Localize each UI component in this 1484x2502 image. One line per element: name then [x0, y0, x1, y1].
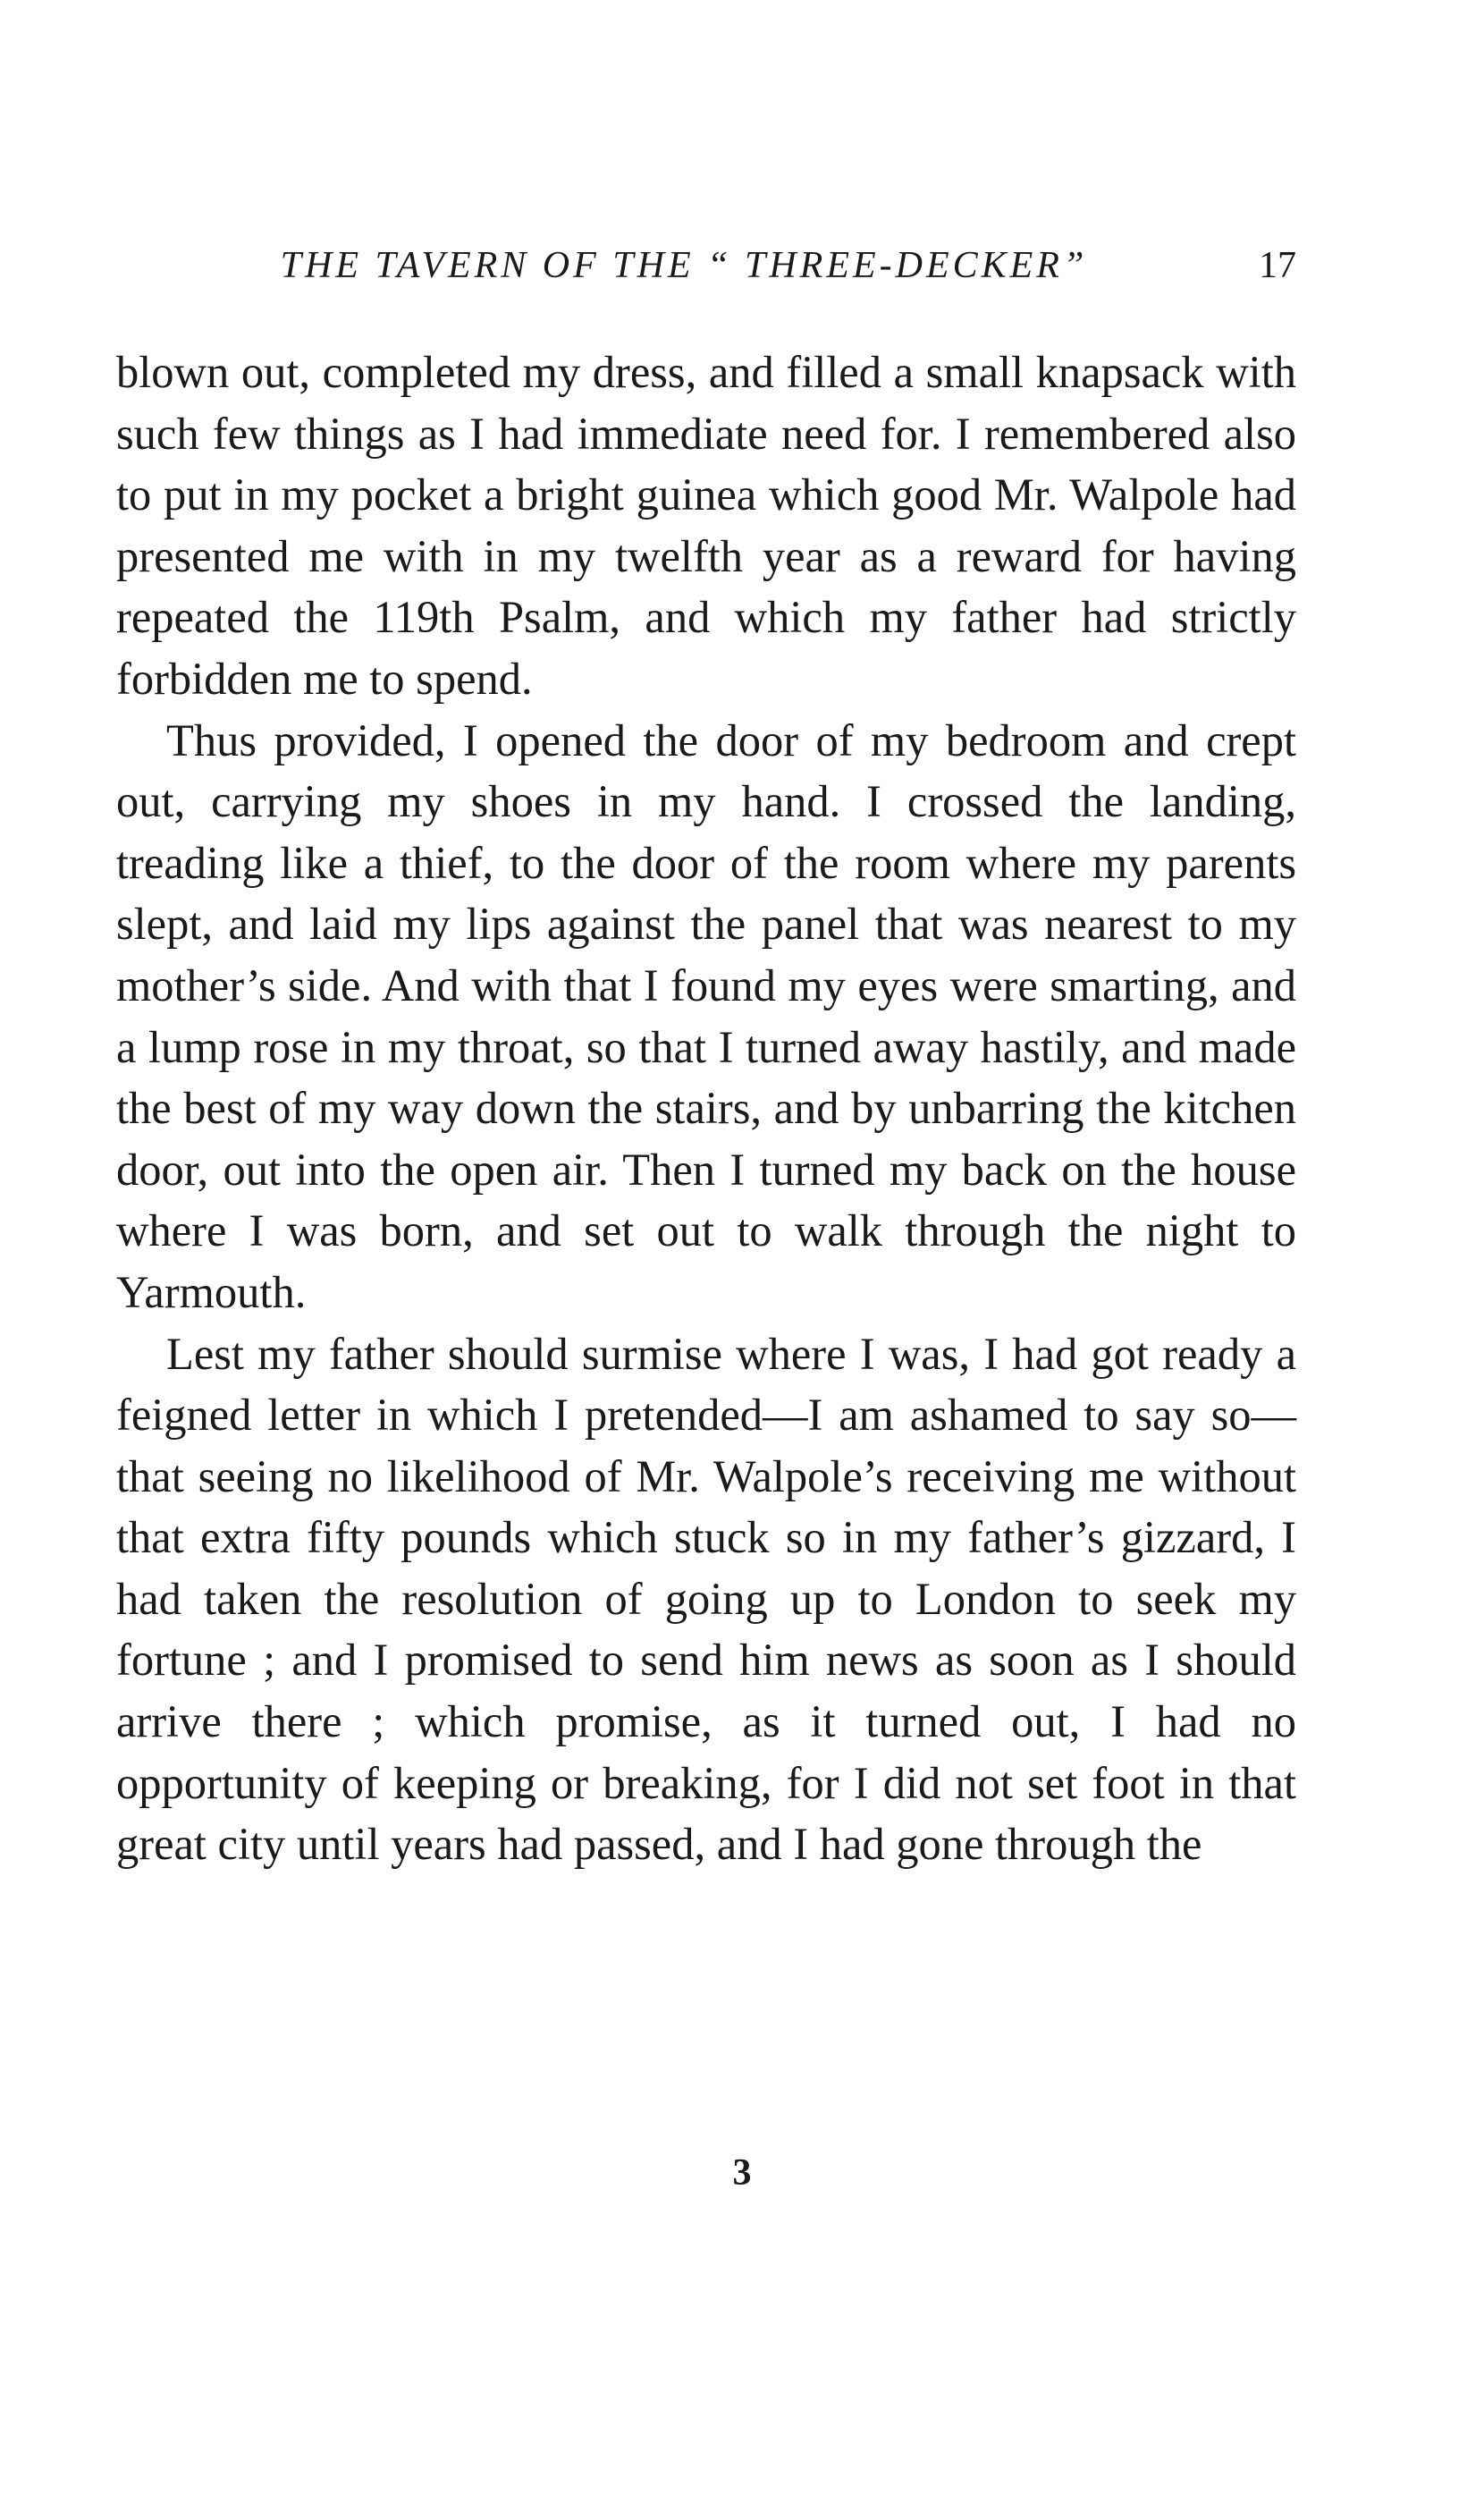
- paragraph-continued: blown out, completed my dress, and filled a small knapsack with such few things as I had immediate need for. I remembered also to put in my pocket a bright guinea which good Mr. Walpole had presented me with in my twelfth year as a reward for having repeated the 119th Psalm, and which my father had strictly forbidden me to spend.: [116, 347, 1296, 704]
- signature-mark: 3: [732, 2152, 752, 2193]
- paragraph-letter: Lest my father should surmise where I was, I had got ready a feigned letter in which I pretended—I am ashamed to say so—that seeing no likelihood of Mr. Walpole’s receiving me without that extra fifty pounds which stuck so in my father’s gizzard, I had taken the resolution of going up to London to seek my fortune ; and I promised to send him news as soon as I should arrive there ; which promise, as it turned out, I had no opportunity of keeping or breaking, for I did not set foot in that great city until years had passed, and I had gone through the: [116, 1328, 1296, 1870]
- page-number: 17: [1259, 245, 1296, 286]
- body-text: [116, 342, 1296, 1875]
- paragraph-bedroom: Thus provided, I opened the door of my bedroom and crept out, carrying my shoes in my hand. I crossed the landing, treading like a thief, to the door of the room where my parents slept, and laid my lips against the panel that was nearest to my mother’s side. And with that I found my eyes were smarting, and a lump rose in my throat, so that I turned away hastily, and made the best of my way down the stairs, and by unbarring the kitchen door, out into the open air. Then I turned my back on the house where I was born, and set out to walk through the night to Yarmouth.: [116, 714, 1296, 1317]
- running-title: THE TAVERN OF THE “ THREE-DECKER”: [280, 245, 1088, 286]
- running-head: [116, 234, 1296, 297]
